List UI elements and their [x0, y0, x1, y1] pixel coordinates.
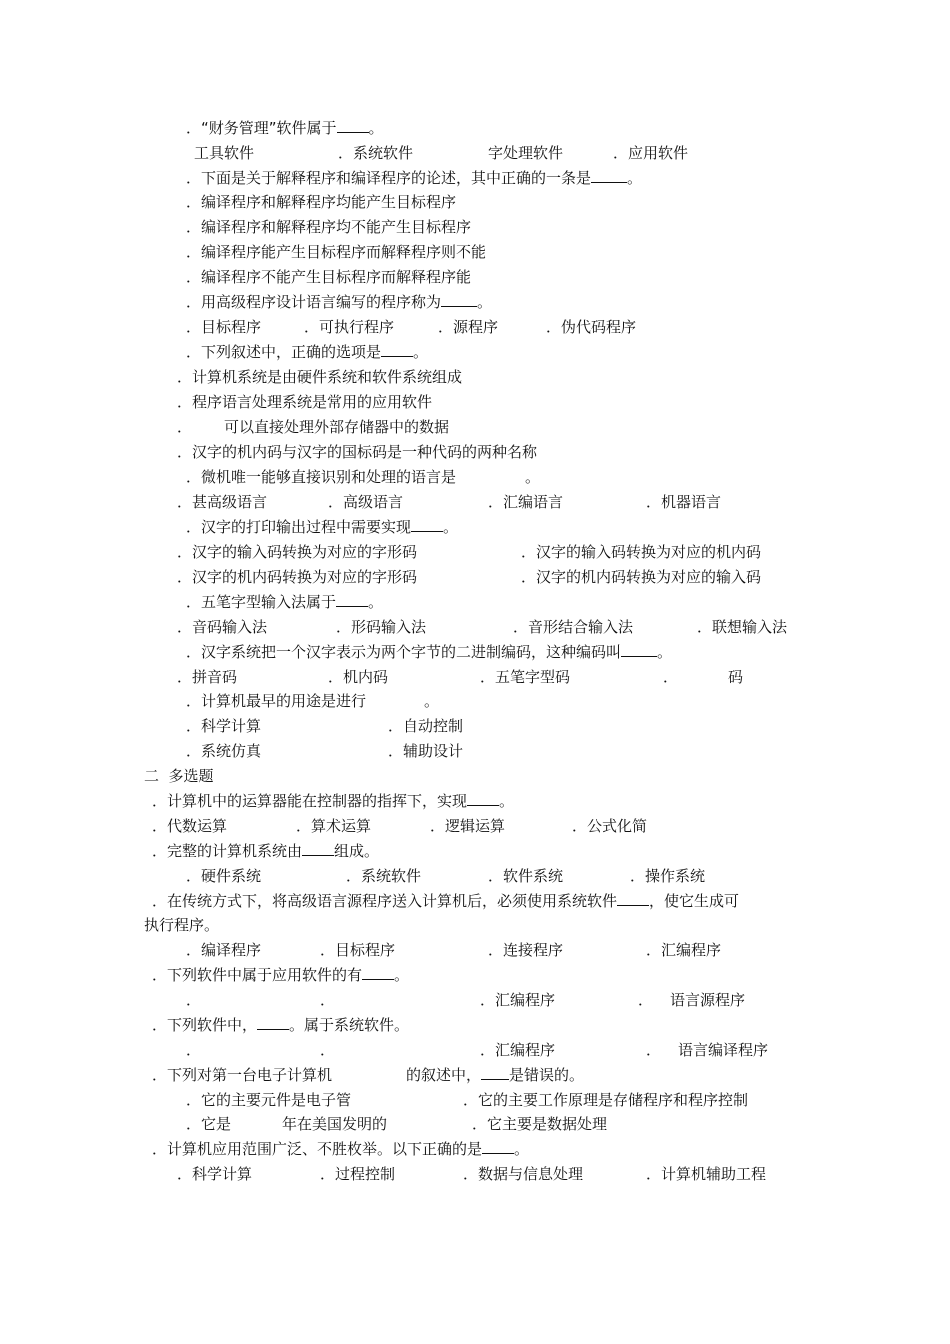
option: ．: [646, 1041, 662, 1059]
option: ．系统软件: [338, 144, 414, 162]
option: ．应用软件: [613, 144, 689, 162]
option: ．公式化简: [572, 817, 648, 835]
option: 字处理软件: [488, 144, 564, 162]
answer-blank: [621, 642, 657, 657]
question-stem: ．完整的计算机系统由 组成。: [152, 842, 380, 860]
question-stem: ．“财务管理”软件属于 。: [186, 119, 384, 137]
question-stem: ．汉字的打印输出过程中需要实现 。: [186, 518, 459, 536]
option: ．高级语言: [328, 493, 404, 511]
question-stem: ．下列对第一台电子计算机: [152, 1066, 333, 1084]
question-stem: ．下列软件中， 。属于系统软件。: [152, 1016, 410, 1034]
option: ．科学计算: [177, 1165, 253, 1183]
option: ．编译程序能产生目标程序而解释程序则不能: [186, 243, 487, 261]
option: ．计算机辅助工程: [646, 1165, 767, 1183]
option: ．代数运算: [152, 817, 228, 835]
option: ．汇编程序: [480, 1041, 556, 1059]
option: ．: [320, 1041, 336, 1059]
option: ．音码输入法: [177, 618, 268, 636]
option: ．硬件系统: [186, 867, 262, 885]
question-stem: ．计算机中的运算器能在控制器的指挥下，实现 。: [152, 792, 515, 810]
option: ．机器语言: [646, 493, 722, 511]
question-end: 。: [424, 692, 440, 710]
option: ．: [177, 418, 193, 436]
option: ．目标程序: [186, 318, 262, 336]
option: ．它是: [186, 1115, 232, 1133]
option: ．: [186, 1041, 202, 1059]
option: ．联想输入法: [697, 618, 788, 636]
option: ．算术运算: [296, 817, 372, 835]
option: ．编译程序和解释程序均能产生目标程序: [186, 193, 457, 211]
option: ．源程序: [438, 318, 499, 336]
option: ．软件系统: [488, 867, 564, 885]
option: ．汉字的机内码转换为对应的字形码: [177, 568, 418, 586]
question-stem: ．微机唯一能够直接识别和处理的语言是: [186, 468, 457, 486]
answer-blank: [481, 1065, 509, 1080]
option: ．汉字的输入码转换为对应的机内码: [521, 543, 762, 561]
option: ．系统软件: [346, 867, 422, 885]
option: ．: [320, 991, 336, 1009]
option: ．数据与信息处理: [463, 1165, 584, 1183]
option: ．编译程序和解释程序均不能产生目标程序: [186, 218, 472, 236]
option: ．: [663, 668, 679, 686]
option: ．自动控制: [388, 717, 464, 735]
answer-blank: [362, 965, 394, 980]
question-stem: ．下面是关于解释程序和编译程序的论述，其中正确的一条是 。: [186, 169, 643, 187]
answer-blank: [381, 342, 413, 357]
option: 语言源程序: [670, 991, 746, 1009]
option: ．计算机系统是由硬件系统和软件系统组成: [177, 368, 463, 386]
option: ．伪代码程序: [546, 318, 637, 336]
option: ．它的主要工作原理是存储程序和程序控制: [463, 1091, 749, 1109]
answer-blank: [302, 841, 334, 856]
answer-blank: [337, 118, 369, 133]
answer-blank: [411, 517, 443, 532]
option: 语言编译程序: [678, 1041, 769, 1059]
option: ．汇编程序: [480, 991, 556, 1009]
answer-blank: [617, 891, 649, 906]
answer-blank: [441, 292, 477, 307]
question-stem: ．在传统方式下，将高级语言源程序送入计算机后，必须使用系统软件 ，使它生成可: [152, 892, 740, 910]
option: ．过程控制: [320, 1165, 396, 1183]
option: ．科学计算: [186, 717, 262, 735]
option: ．五笔字型码: [480, 668, 571, 686]
answer-blank: [482, 1139, 514, 1154]
question-stem: ．计算机最早的用途是进行: [186, 692, 367, 710]
option: ．汇编程序: [646, 941, 722, 959]
option: ．形码输入法: [336, 618, 427, 636]
option: ．汇编语言: [488, 493, 564, 511]
option: ．汉字的输入码转换为对应的字形码: [177, 543, 418, 561]
question-stem: ．用高级程序设计语言编写的程序称为 。: [186, 293, 493, 311]
answer-blank: [591, 168, 627, 183]
option: 工具软件: [194, 144, 255, 162]
answer-blank: [257, 1015, 289, 1030]
option: ．拼音码: [177, 668, 238, 686]
option: 年在美国发明的: [282, 1115, 388, 1133]
question-stem-continued: 执行程序。: [144, 916, 220, 934]
option: ．机内码: [328, 668, 389, 686]
option: ．操作系统: [630, 867, 706, 885]
option: ．系统仿真: [186, 742, 262, 760]
option: ．编译程序不能产生目标程序而解释程序能: [186, 268, 472, 286]
option: ．可执行程序: [304, 318, 395, 336]
option: ．甚高级语言: [177, 493, 268, 511]
option: ．逻辑运算: [430, 817, 506, 835]
section-title: 二 多选题: [144, 767, 214, 785]
option: ．编译程序: [186, 941, 262, 959]
question-stem: ．五笔字型输入法属于 。: [186, 593, 384, 611]
option: ．连接程序: [488, 941, 564, 959]
option: 码: [728, 668, 744, 686]
option: ．它主要是数据处理: [472, 1115, 608, 1133]
question-stem: ．计算机应用范围广泛、不胜枚举。以下正确的是 。: [152, 1140, 530, 1158]
option: ．目标程序: [320, 941, 396, 959]
option: ．音形结合输入法: [513, 618, 634, 636]
option: ．程序语言处理系统是常用的应用软件: [177, 393, 433, 411]
question-stem: ．汉字系统把一个汉字表示为两个字节的二进制编码，这种编码叫 。: [186, 643, 673, 661]
option: 可以直接处理外部存储器中的数据: [224, 418, 450, 436]
question-end: 。: [525, 468, 541, 486]
option: ．辅助设计: [388, 742, 464, 760]
question-stem: 的叙述中， 是错误的。: [406, 1066, 585, 1084]
question-stem: ．下列叙述中，正确的选项是 。: [186, 343, 429, 361]
question-stem: ．下列软件中属于应用软件的有 。: [152, 966, 410, 984]
answer-blank: [336, 592, 368, 607]
option: ．汉字的机内码转换为对应的输入码: [521, 568, 762, 586]
option: ．: [186, 991, 202, 1009]
answer-blank: [467, 791, 499, 806]
option: ．: [638, 991, 654, 1009]
option: ．它的主要元件是电子管: [186, 1091, 352, 1109]
option: ．汉字的机内码与汉字的国标码是一种代码的两种名称: [177, 443, 538, 461]
